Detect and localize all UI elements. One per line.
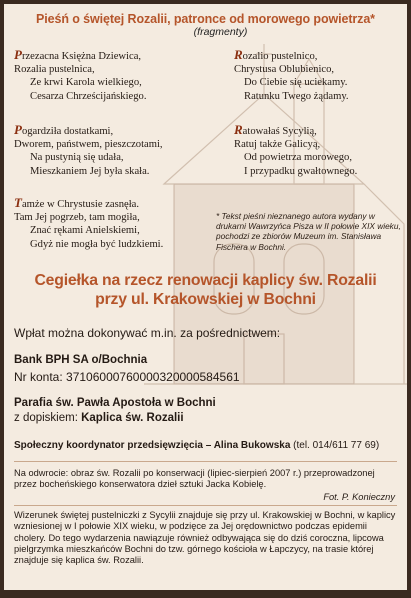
verse-line: Ratunku Twego żądamy. (244, 90, 349, 102)
transfer-note-value: Kaplica św. Rozalii (81, 412, 184, 424)
verse-line: Chrystusa Oblubienico, (234, 64, 335, 76)
drop-cap: P (14, 47, 22, 62)
verse-line: amże w Chrystusie zasnęła. (21, 199, 140, 210)
headline-line-2: przy ul. Krakowskiej w Bochni (95, 291, 316, 308)
history-note: Wizerunek świętej pustelniczki z Sycylii znajduje się przy ul. Krakowskiej w Bochni, w kaplicy wzniesionej w I połowie XIX wieku, w podzięce za Jej orędownictwo podczas epidemii cholery. Do tego wydarzenia nawiązuje również odbywająca się do dziś coroczna, lipcowa pielgrzymka mieszkańców Bochni do tzw. górnego kościoła w Łapczycy, na trasie której znajduje się kaplica św. Rozalii. (14, 510, 396, 566)
verse-line: Gdyż nie mogła być ludzkiemi. (30, 238, 164, 250)
verse-line: Mieszkaniem Jej była skała. (30, 165, 150, 177)
stanza-left-1 (14, 48, 147, 103)
drop-cap: P (14, 122, 22, 137)
poem-footnote: * Tekst pieśni nieznanego autora wydany w drukarni Wawrzyńca Pisza w II połowie XIX wieku, pochodzi ze zbiorów Muzeum im. Stanisława Fischera w Bochni. (216, 211, 401, 252)
coordinator-label: Społeczny koordynator przedsięwzięcia – Alina Bukowska (14, 440, 291, 451)
verse-line: Ze krwi Karola wielkiego, (30, 77, 142, 89)
stanza-right-2 (234, 123, 357, 178)
stanza-left-3 (14, 196, 163, 251)
verse-line: Tam Jej pogrzeb, tam mogiła, (14, 212, 140, 224)
verse-line: Ratuj także Galicyą, (234, 139, 321, 151)
verse-line: atowałaś Sycylią, (242, 126, 317, 137)
verse-line: Do Ciebie się uciekamy. (244, 77, 348, 89)
poem-title: Pieśń o świętej Rozalii, patronce od morowego powietrza* (36, 12, 375, 26)
verse-line: Rozalia pustelnica, (14, 64, 95, 76)
transfer-note-prefix: z dopiskiem: (14, 412, 82, 424)
drop-cap: T (14, 195, 22, 210)
drop-cap: R (234, 122, 243, 137)
account-number-line (14, 370, 240, 384)
verse-line: ogardziła dostatkami, (21, 126, 114, 137)
leaflet (4, 4, 407, 590)
drop-cap: R (234, 47, 243, 62)
coordinator-phone: (tel. 014/611 77 69) (290, 440, 380, 451)
verse-line: I przypadku gwałtownego. (244, 165, 358, 177)
parish-name: Parafia św. Pawła Apostoła w Bochni (14, 397, 216, 409)
verse-line: Od powietrza morowego, (244, 152, 352, 164)
appeal-headline (4, 271, 407, 309)
account-label: Nr konta: (14, 370, 67, 384)
stanza-right-1 (234, 48, 349, 103)
photo-credit: Fot. P. Konieczny (323, 492, 395, 502)
payment-intro: Wpłat można dokonywać m.in. za pośrednictwem: (14, 326, 281, 340)
verse-line: Dworem, państwem, pieszczotami, (14, 139, 163, 151)
poem-subtitle: (fragmenty) (193, 26, 248, 38)
coordinator-line (14, 440, 379, 451)
account-number: 37106000760000320000584561 (66, 370, 240, 384)
verse-line: rzezacna Księżna Dziewica, (21, 51, 142, 62)
transfer-note (14, 412, 184, 424)
divider (14, 461, 397, 462)
verse-line: ozalio pustelnico, (242, 51, 318, 62)
verse-line: Znać rękami Anielskiemi, (30, 225, 140, 237)
cover-note: Na odwrocie: obraz św. Rozalii po konserwacji (lipiec-sierpień 2007 r.) przeprowadzonej przez bocheńskiego konserwatora dzieł sztuki Jacka Kobielę. (14, 468, 375, 490)
bank-name: Bank BPH SA o/Bochnia (14, 354, 148, 366)
verse-line: Na pustynią się udała, (30, 152, 124, 164)
headline-line-1: Cegiełka na rzecz renowacji kaplicy św. Rozalii (34, 272, 377, 289)
stanza-left-2 (14, 123, 163, 178)
verse-line: Cesarza Chrześcijańskiego. (30, 90, 147, 102)
divider (14, 505, 397, 506)
